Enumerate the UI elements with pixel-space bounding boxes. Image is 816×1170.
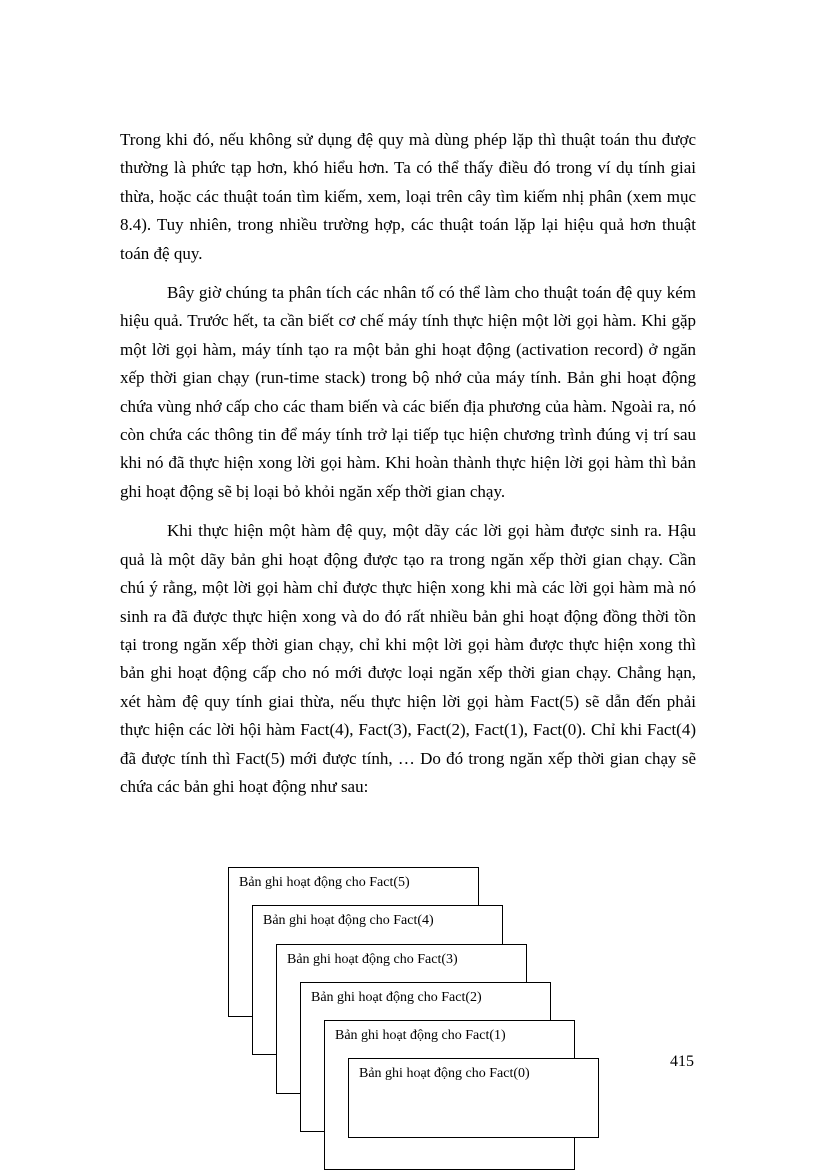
activation-record-fact-0 [348,1058,599,1138]
record-label: Bản ghi hoạt động cho Fact(5) [239,875,410,890]
record-label: Bản ghi hoạt động cho Fact(2) [311,990,482,1005]
paragraph-1: Trong khi đó, nếu không sử dụng đệ quy mà dùng phép lặp thì thuật toán thu được thường là phức tạp hơn, khó hiểu hơn. Ta có thể thấy điều đó trong ví dụ tính giai thừa, hoặc các thuật toán tìm kiếm, xem, loại trên cây tìm kiếm nhị phân (xem mục 8.4). Tuy nhiên, trong nhiều trường hợp, các thuật toán lặp lại hiệu quả hơn thuật toán đệ quy. [120,130,696,263]
record-label: Bản ghi hoạt động cho Fact(4) [263,913,434,928]
record-label: Bản ghi hoạt động cho Fact(3) [287,952,458,967]
paragraph-2: Bây giờ chúng ta phân tích các nhân tố có thể làm cho thuật toán đệ quy kém hiệu quả. Trước hết, ta cần biết cơ chế máy tính thực hiện một lời gọi hàm. Khi gặp một lời gọi hàm, máy tính tạo ra một bản ghi hoạt động (activation record) ở ngăn xếp thời gian chạy (run-time stack) trong bộ nhớ của máy tính. Bản ghi hoạt động chứa vùng nhớ cấp cho các tham biến và các biến địa phương của hàm. Ngoài ra, nó còn chứa các thông tin để máy tính trở lại tiếp tục hiện chương trình đúng vị trí sau khi nó đã thực hiện xong lời gọi hàm. Khi hoàn thành thực hiện lời gọi hàm thì bản ghi hoạt động sẽ bị loại bỏ khỏi ngăn xếp thời gian chạy. [120,283,696,501]
record-label: Bản ghi hoạt động cho Fact(1) [335,1028,506,1043]
record-label: Bản ghi hoạt động cho Fact(0) [359,1066,530,1081]
page-number: 415 [670,1053,694,1070]
paragraph-3: Khi thực hiện một hàm đệ quy, một dãy các lời gọi hàm được sinh ra. Hậu quả là một dãy bản ghi hoạt động được tạo ra trong ngăn xếp thời gian chạy. Cần chú ý rằng, một lời gọi hàm chỉ được thực hiện xong khi mà các lời gọi hàm mà nó sinh ra đã được thực hiện xong và do đó rất nhiều bản ghi hoạt động đồng thời tồn tại trong ngăn xếp thời gian chạy, chỉ khi một lời gọi hàm được thực hiện xong thì bản ghi hoạt động cấp cho nó mới được loại ngăn xếp thời gian chạy. Chẳng hạn, xét hàm đệ quy tính giai thừa, nếu thực hiện lời gọi hàm Fact(5) sẽ dẫn đến phải thực hiện các lời hội hàm Fact(4), Fact(3), Fact(2), Fact(1), Fact(0). Chỉ khi Fact(4) đã được tính thì Fact(5) mới được tính, … Do đó trong ngăn xếp thời gian chạy sẽ chứa các bản ghi hoạt động như sau: [120,521,696,796]
